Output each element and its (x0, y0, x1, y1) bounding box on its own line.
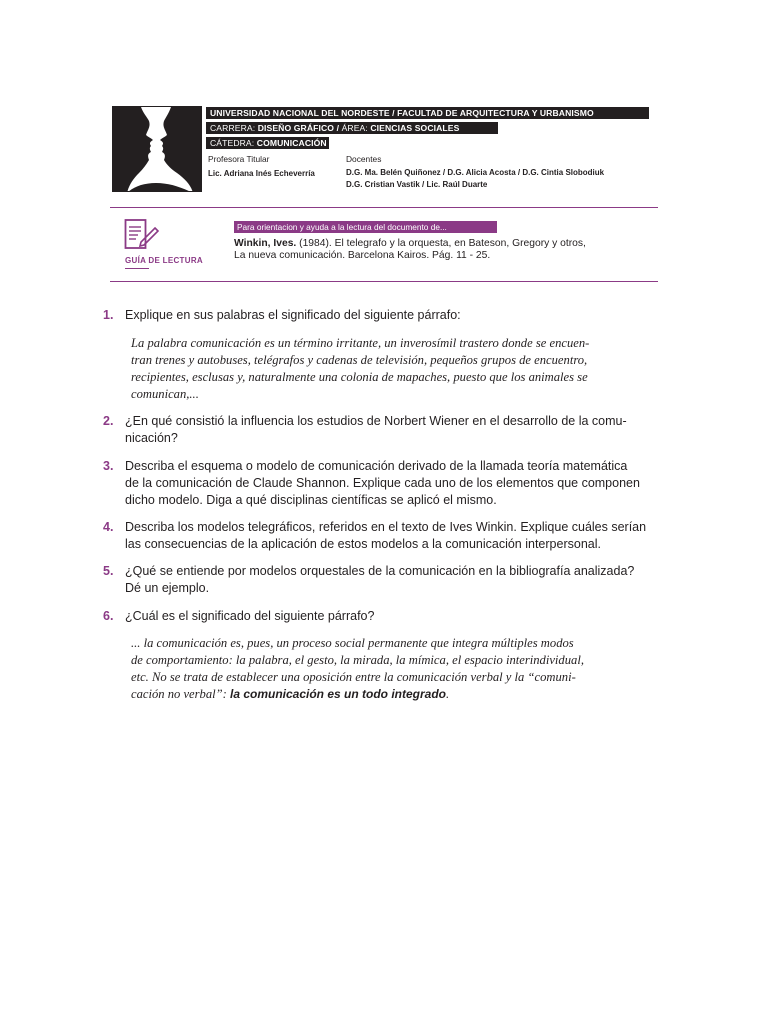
question-2 (103, 413, 668, 447)
catedra-value: COMUNICACIÓN I (256, 138, 332, 148)
top-divider (110, 207, 658, 208)
profesora-label: Profesora Titular (208, 154, 270, 164)
face-vase-silhouette-icon (113, 107, 202, 192)
question-5 (103, 563, 668, 597)
question-number: 2. (103, 414, 114, 428)
carrera-prefix: CARRERA: (210, 123, 256, 133)
question-text-line: Describa los modelos telegráficos, referidos en el texto de Ives Winkin. Explique cuáles serían (125, 520, 647, 534)
guide-label-underline (125, 268, 149, 269)
question-text-line: ¿Qué se entiende por modelos orquestales de la comunicación en la bibliografía analizada? (125, 564, 635, 578)
question-1 (103, 307, 668, 324)
question-text-line: dicho modelo. Diga a qué disciplinas científicas se aplicó el mismo. (125, 493, 497, 507)
quote-line: ... la comunicación es, pues, un proceso social permanente que integra múltiples modos (131, 636, 574, 650)
profesora-name: Lic. Adriana Inés Echeverría (208, 169, 315, 178)
carrera-value: DISEÑO GRÁFICO / (257, 123, 340, 133)
question-text-line: Describa el esquema o modelo de comunicación derivado de la llamada teoría matemática (125, 459, 628, 473)
quote-line: de comportamiento: la palabra, el gesto, la mirada, la mímica, el espacio interindividual, (131, 653, 584, 667)
university-bar (206, 107, 649, 119)
question-text: ¿Cuál es el significado del siguiente párrafo? (125, 609, 375, 623)
quote-line: recipientes, esclusas y, naturalmente una colonia de mapaches, puesto que los animales se (131, 370, 588, 384)
document-pencil-icon (124, 218, 160, 257)
quote-text: . (446, 687, 450, 701)
question-text-line: de la comunicación de Claude Shannon. Explique cada uno de los elementos que componen (125, 476, 640, 490)
area-value: CIENCIAS SOCIALES (370, 123, 460, 133)
quote-line: La palabra comunicación es un término irritante, un inverosímil trastero donde se encuen- (131, 336, 590, 350)
carrera-bar (206, 122, 498, 134)
guide-label: GUÍA DE LECTURA (125, 256, 203, 265)
university-name: UNIVERSIDAD NACIONAL DEL NORDESTE / FACULTAD DE ARQUITECTURA Y URBANISMO (210, 108, 594, 118)
docentes-line-1: D.G. Ma. Belén Quiñonez / D.G. Alicia Acosta / D.G. Cintia Slobodiuk (346, 168, 605, 177)
question-number: 5. (103, 564, 114, 578)
quote-highlight: la comunicación es un todo integrado (229, 687, 447, 701)
question-text-line: ¿En qué consistió la influencia los estudios de Norbert Wiener en el desarrollo de la comu- (125, 414, 627, 428)
catedra-prefix: CÁTEDRA: (210, 138, 255, 148)
quote-line: etc. No se trata de establecer una oposición entre la comunicación verbal y la “comuni- (131, 670, 576, 684)
quote-line: comunican,... (131, 387, 199, 401)
question-number: 3. (103, 459, 114, 473)
question-text-line: Dé un ejemplo. (125, 581, 210, 595)
question-number: 6. (103, 609, 114, 623)
question-text: Explique en sus palabras el significado del siguiente párrafo: (125, 308, 461, 322)
guide-intro-bar (234, 221, 497, 233)
faces-vase-logo (112, 106, 202, 192)
bottom-divider (110, 281, 658, 282)
docentes-line-2: D.G. Cristian Vastik / Lic. Raúl Duarte (346, 180, 488, 189)
reference-author: Winkin, Ives. (234, 238, 297, 249)
question-text-line: nicación? (125, 431, 178, 445)
question-4 (103, 519, 668, 553)
quote-text: cación no verbal”: (131, 687, 230, 701)
quote-line-last (131, 686, 641, 703)
docentes-label: Docentes (346, 154, 382, 164)
reference-line-1 (234, 238, 586, 249)
catedra-bar (206, 137, 332, 149)
guide-intro-text: Para orientacion y ayuda a la lectura del documento de... (237, 222, 447, 232)
quote-line: tran trenes y autobuses, telégrafos y cadenas de televisión, pequeños grupos de encuentro, (131, 353, 588, 367)
quote-1 (131, 335, 641, 403)
question-3 (103, 458, 668, 509)
question-text-line: las consecuencias de la aplicación de estos modelos a la comunicación interpersonal. (125, 537, 601, 551)
reference-rest: (1984). El telegrafo y la orquesta, en Bateson, Gregory y otros, (296, 238, 586, 249)
area-prefix: ÁREA: (341, 123, 368, 133)
quote-2 (131, 635, 641, 703)
question-number: 1. (103, 308, 114, 322)
question-number: 4. (103, 520, 114, 534)
reference-line-2: La nueva comunicación. Barcelona Kairos. Pág. 11 - 25. (234, 250, 491, 261)
question-6 (103, 608, 668, 625)
